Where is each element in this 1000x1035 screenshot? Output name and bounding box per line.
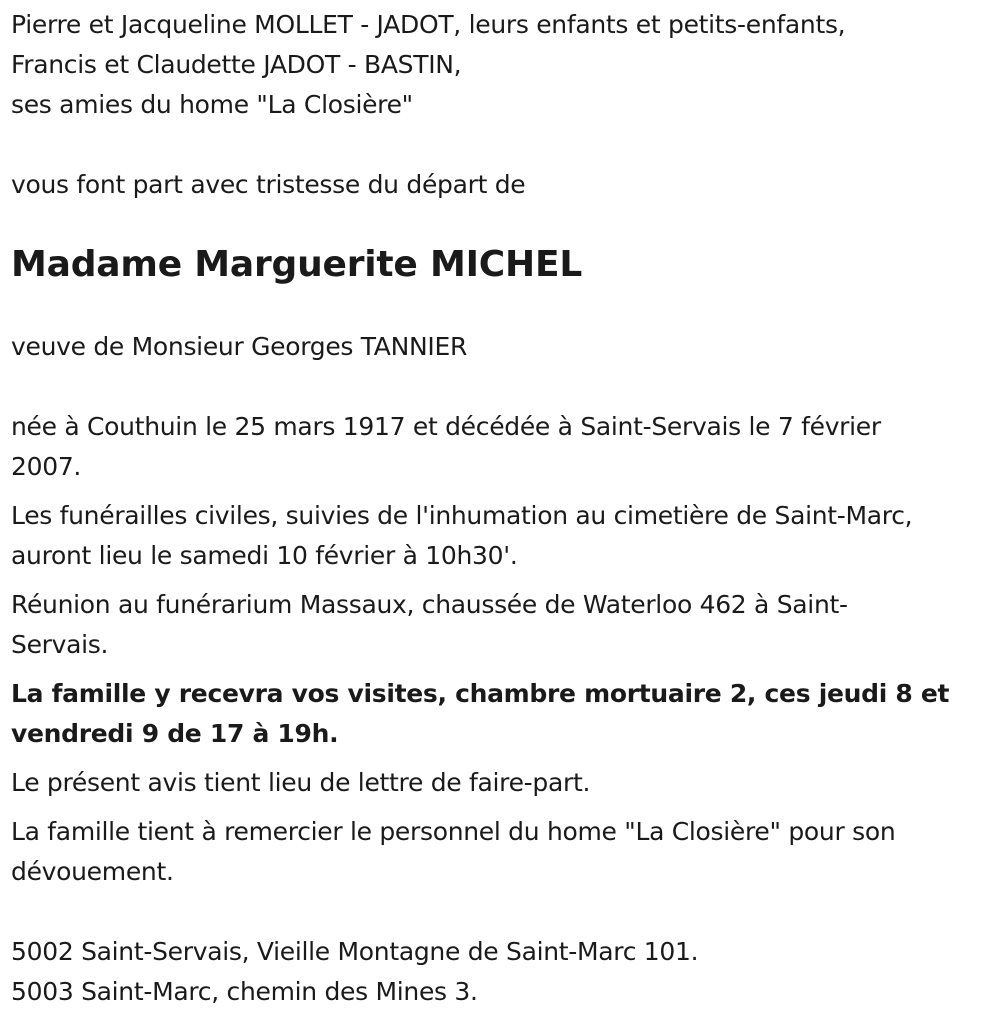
thanks-line-1: La famille tient à remercier le personnel du home "La Closière" pour son <box>11 817 896 846</box>
birth-death-line-2: 2007. <box>11 452 82 481</box>
gathering-paragraph <box>11 585 1000 665</box>
birth-death-paragraph <box>11 407 1000 487</box>
notice-text: Le présent avis tient lieu de lettre de faire-part. <box>11 768 591 797</box>
visits-line-1: La famille y recevra vos visites, chambre mortuaire 2, ces jeudi 8 et <box>11 679 950 708</box>
gathering-line-2: Servais. <box>11 630 109 659</box>
address-line-2: 5003 Saint-Marc, chemin des Mines 3. <box>11 977 478 1006</box>
address-line-1: 5002 Saint-Servais, Vieille Montagne de Saint-Marc 101. <box>11 937 699 966</box>
deceased-name: Madame Marguerite MICHEL <box>11 244 583 285</box>
family-line-2: Francis et Claudette JADOT - BASTIN, <box>11 50 462 79</box>
widow-of-text: veuve de Monsieur Georges TANNIER <box>11 332 468 361</box>
funeral-paragraph <box>11 496 1000 576</box>
addresses-block <box>11 932 1000 1012</box>
thanks-paragraph <box>11 812 1000 892</box>
thanks-line-2: dévouement. <box>11 857 174 886</box>
family-line-1: Pierre et Jacqueline MOLLET - JADOT, leurs enfants et petits-enfants, <box>11 10 846 39</box>
announcement-text: vous font part avec tristesse du départ de <box>11 170 526 199</box>
notice-paragraph <box>11 763 1000 803</box>
funeral-line-2: auront lieu le samedi 10 février à 10h30'. <box>11 541 518 570</box>
gathering-line-1: Réunion au funérarium Massaux, chaussée de Waterloo 462 à Saint- <box>11 590 848 619</box>
family-block <box>11 0 1000 125</box>
family-line-3: ses amies du home "La Closière" <box>11 90 413 119</box>
birth-death-line-1: née à Couthuin le 25 mars 1917 et décédée à Saint-Servais le 7 février <box>11 412 881 441</box>
visits-paragraph <box>11 674 1000 754</box>
funeral-line-1: Les funérailles civiles, suivies de l'inhumation au cimetière de Saint-Marc, <box>11 501 913 530</box>
visits-line-2: vendredi 9 de 17 à 19h. <box>11 719 339 748</box>
